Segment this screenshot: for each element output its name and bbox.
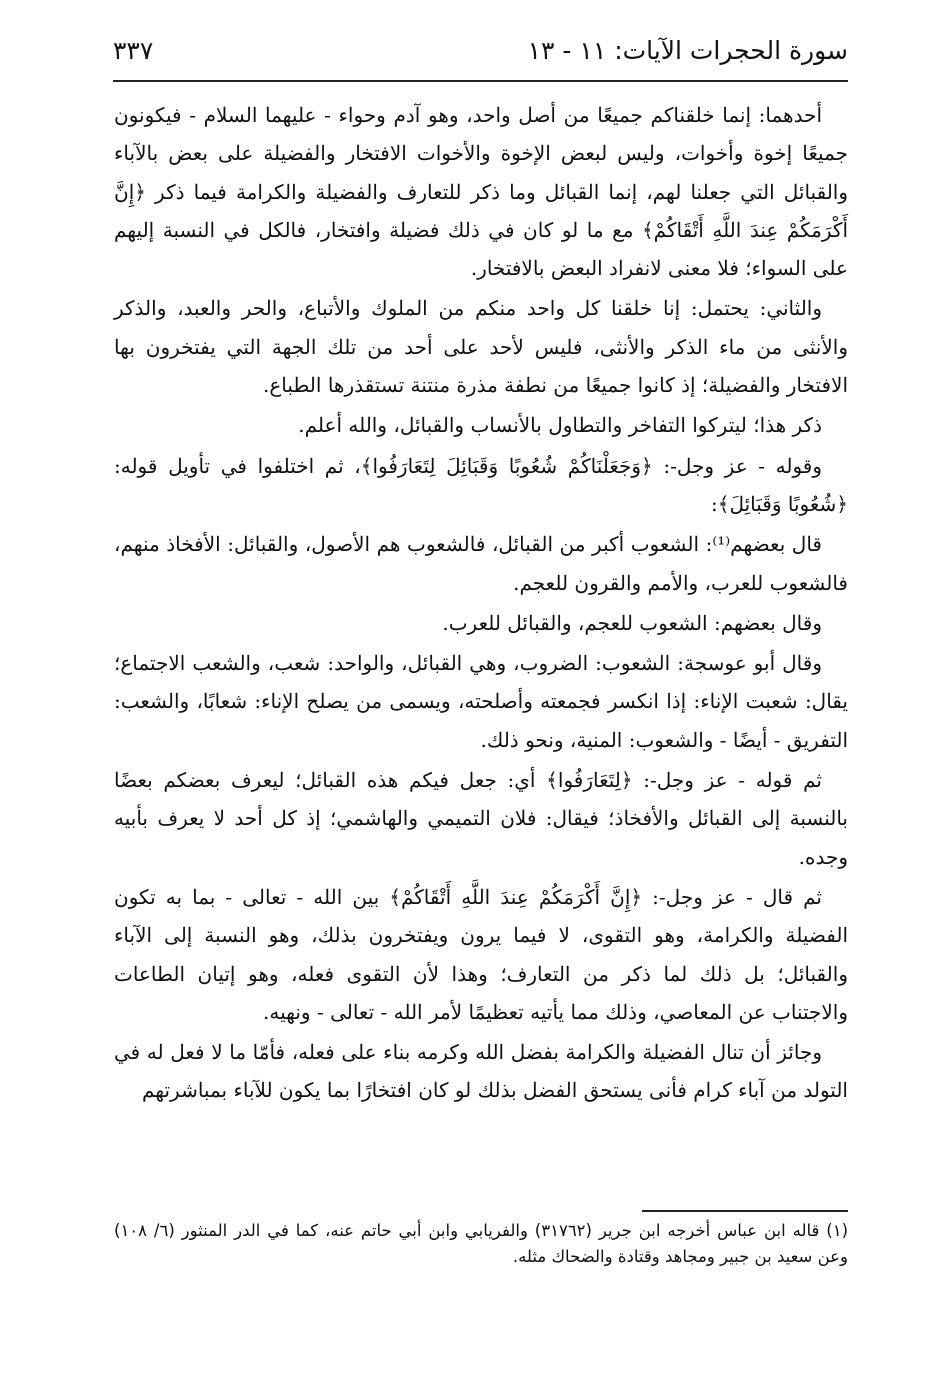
paragraph: وقوله - عز وجل-: ﴿وَجَعَلْنَاكُمْ شُعُوبًا وَقَبَائِلَ لِتَعَارَفُوا﴾، ثم اختلفوا في تأويل قوله: ﴿شُعُوبًا وَقَبَائِلَ﴾: bbox=[114, 453, 848, 516]
paragraph: وقال بعضهم: الشعوب للعجم، والقبائل للعرب. bbox=[442, 610, 822, 635]
page-number: ٣٣٧ bbox=[113, 36, 154, 65]
running-title: سورة الحجرات الآيات: ١١ - ١٣ bbox=[527, 36, 848, 65]
footnote-divider bbox=[642, 1210, 848, 1212]
paragraph: وقال أبو عوسجة: الشعوب: الضروب، وهي القبائل، والواحد: شعب، والشعب الاجتماع؛ يقال: شعبت الإناء: إذا انكسر فجمعته وأصلحته، ويسمى من يصلح الإناء: شعابًا، والشعب: التفريق - أيضًا - والشعوب: المنية، ونحو ذلك. bbox=[114, 651, 848, 752]
paragraph: ثم قوله - عز وجل-: ﴿لِتَعَارَفُوا﴾ أي: جعل فيكم هذه القبائل؛ ليعرف بعضكم بعضًا بالنسبة إلى القبائل والأفخاذ؛ فيقال: فلان التميمي والهاشمي؛ إذ كل أحد لا يعرف بأبيه وجده. bbox=[114, 768, 848, 869]
paragraph: ثم قال - عز وجل-: ﴿إِنَّ أَكْرَمَكُمْ عِندَ اللَّهِ أَتْقَاكُمْ﴾ بين الله - تعالى - بما به تكون الفضيلة والكرامة، وهو التقوى، لا فيما يرون ويفتخرون بذلك، وهو النسبة إلى الآباء والقبائل؛ بل ذلك لما ذكر من التعارف؛ وهذا لأن التقوى فعله، وهو إتيان الطاعات والاجتناب عن المعاصي، وذلك مما يأتيه تعظيمًا لأمر الله - تعالى - ونهيه. bbox=[114, 884, 848, 1024]
footnotes bbox=[114, 1218, 848, 1270]
page-header bbox=[113, 34, 848, 82]
main-text bbox=[114, 96, 848, 1112]
paragraph: والثاني: يحتمل: إنا خلقنا كل واحد منكم من الملوك والأتباع، والحر والعبد، والذكر والأنثى من ماء الذكر والأنثى، فليس لأحد على أحد من تلك الجهة التي يفتخرون بها الافتخار والفضيلة؛ إذ كانوا جميعًا من نطفة مذرة منتنة تستقذرها الطباع. bbox=[114, 296, 848, 398]
footnote: (١) قاله ابن عباس أخرجه ابن جرير (٣١٧٦٢) والفريابي وابن أبي حاتم عنه، كما في الدر المنثور (٦/ ١٠٨) وعن سعيد بن جبير ومجاهد وقتادة والضحاك مثله. bbox=[114, 1221, 848, 1266]
paragraph: وجائز أن تنال الفضيلة والكرامة بفضل الله وكرمه بناء على فعله، فأمّا ما لا فعل له في التولد من آباء كرام فأنى يستحق الفضل بذلك لو كان افتخارًا بما يكون للآباء بمباشرتهم bbox=[114, 1040, 848, 1103]
paragraph: قال بعضهم⁽¹⁾: الشعوب أكبر من القبائل، فالشعوب هم الأصول، والقبائل: الأفخاذ منهم، فالشعوب للعرب، والأمم والقرون للعجم. bbox=[114, 532, 848, 595]
paragraph: ذكر هذا؛ ليتركوا التفاخر والتطاول بالأنساب والقبائل، والله أعلم. bbox=[298, 413, 822, 438]
paragraph: أحدهما: إنما خلقناكم جميعًا من أصل واحد، وهو آدم وحواء - عليهما السلام - فيكونون جميعًا إخوة وأخوات، وليس لبعض الإخوة والأخوات الافتخار والفضيلة على بعض بالآباء والقبائل التي جعلنا لهم، إنما القبائل وما ذكر للتعارف والفضيلة والكرامة فيما ذكر ﴿إِنَّ أَكْرَمَكُمْ عِندَ اللَّهِ أَتْقَاكُمْ﴾ مع ما لو كان في ذلك فضيلة وافتخار، فالكل في النسبة إليهم على السواء؛ فلا معنى لانفراد البعض بالافتخار. bbox=[114, 103, 848, 281]
